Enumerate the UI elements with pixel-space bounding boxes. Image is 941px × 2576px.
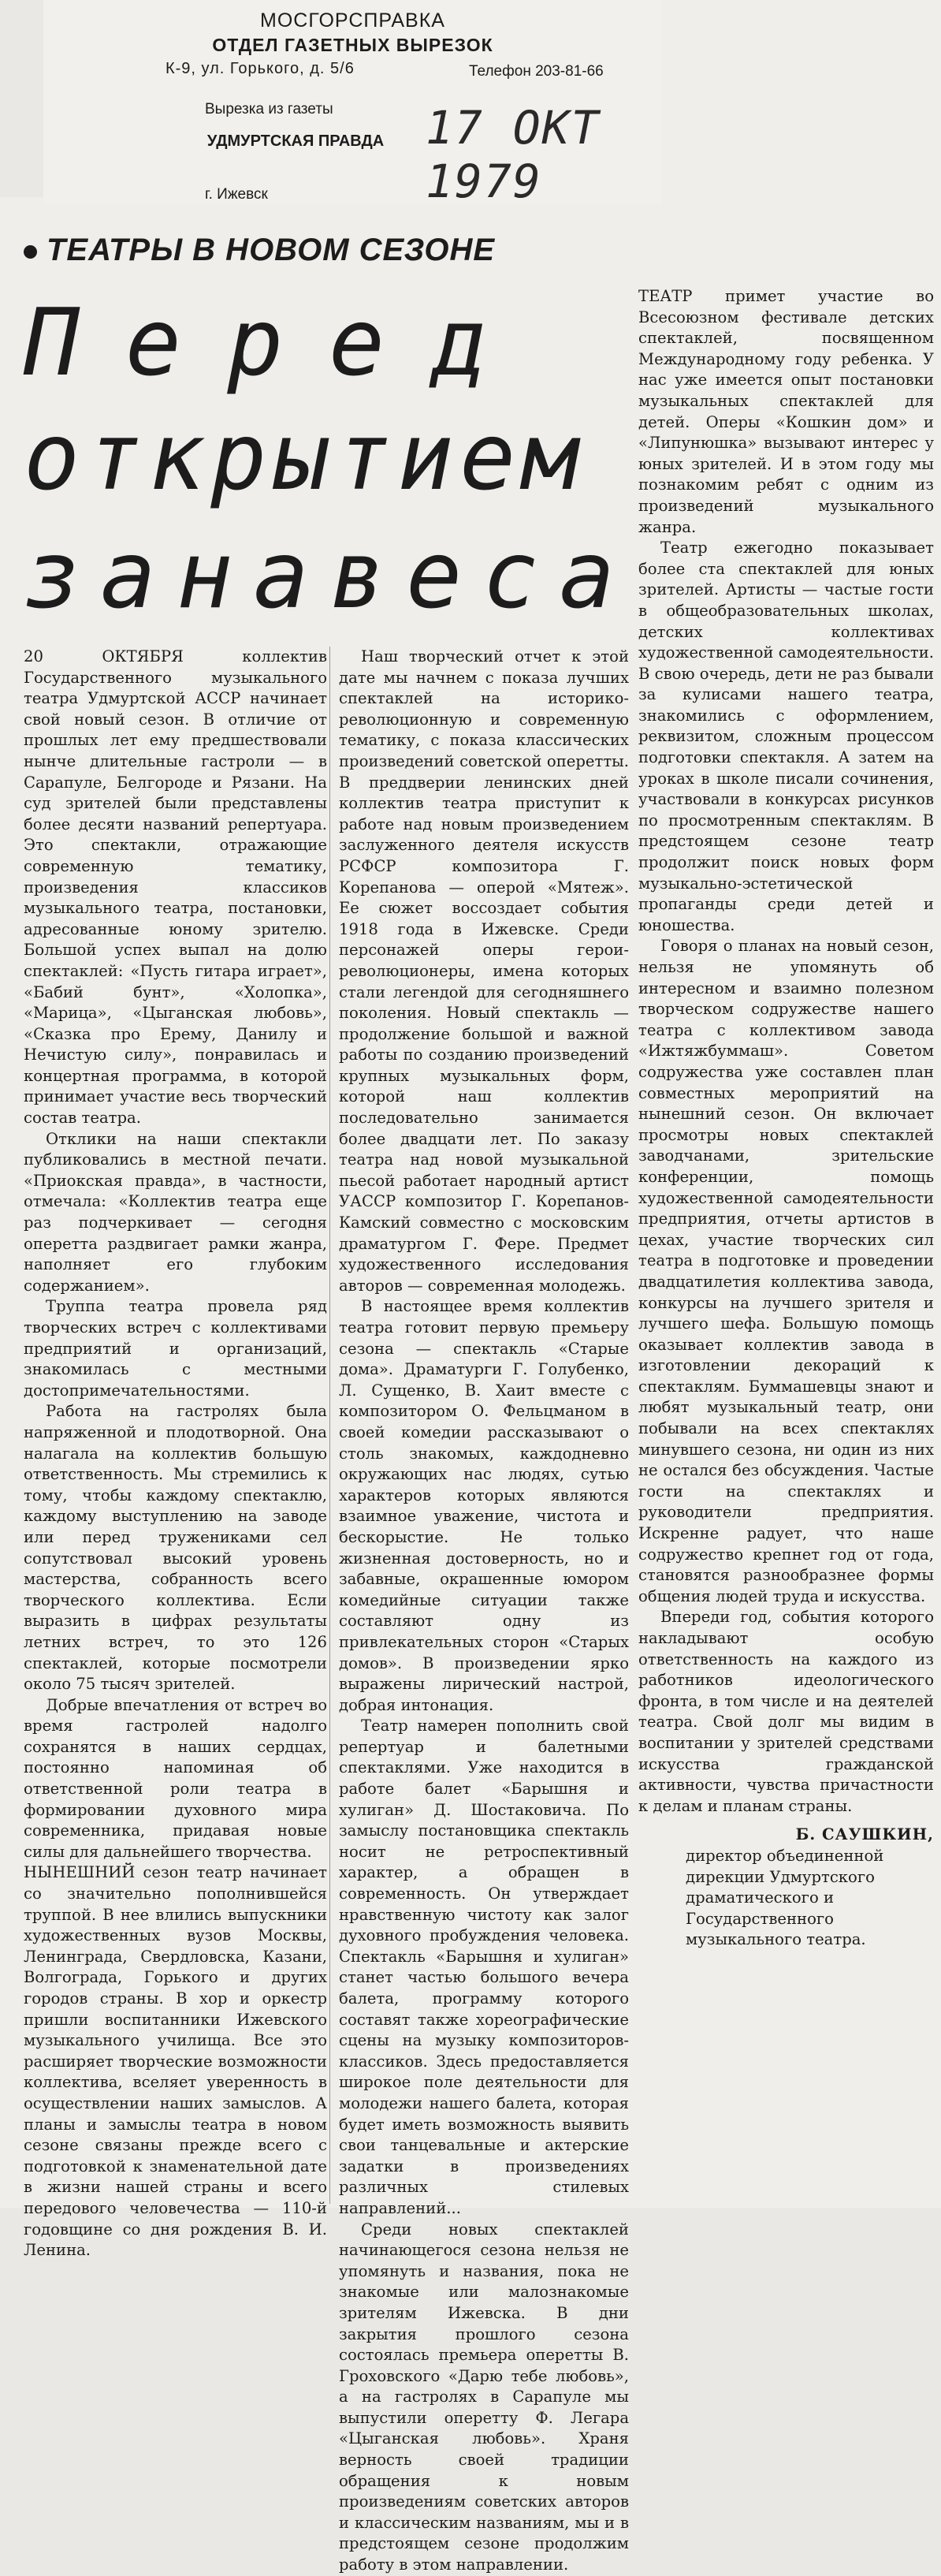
stamp-newspaper: УДМУРТСКАЯ ПРАВДА (206, 132, 385, 150)
paragraph: ТЕАТР примет участие во Всесоюзном фестивале детских спектаклей, посвященном Международному году ребенка. У нас уже имеется опыт постановки музыкальных спектаклей для детей. Оперы «Кошкин дом» и «Липунюшка» вызывают интерес у юных зрителей. И в этом году мы познакомим ребят с одним из произведений музыкального жанра. (638, 287, 934, 536)
stamp-label: Вырезка из газеты (205, 101, 333, 117)
author-title: директор объединенной дирекции Удмуртского драматического и Государственного музыкального театра. (686, 1846, 884, 1949)
paragraph: В настоящее время коллектив театра готовит первую премьеру сезона — спектакль «Старые дома». Драматурги Г. Голубенко, Л. Сущенко, В. Хаит вместе с композитором О. Фельцманом в своей комедии рассказывают о столь знакомых, каждодневно окружающих нас людях, сутью характеров которых являются взаимное уважение, чистота и бескорыстие. Не только жизненная достоверность, но и забавные, окрашенные юмором комедийные ситуации также составляют одну из привлекательных сторон «Старых домов». В произведении ярко выражены лирический настрой, добрая интонация. (339, 1297, 629, 1714)
paragraph: Говоря о планах на новый сезон, нельзя не упомянуть об интересном и взаимно полезном творческом содружестве нашего театра с коллективом завода «Ижтяжбуммаш». Советом содружества уже составлен план совместных мероприятий на нынешний сезон. Он включает просмотры новых спектаклей заводчанами, зрительские конференции, помощь художественной самодеятельности предприятия, отчеты артистов в цехах, участие творческих сил театра в подготовке и проведении двадцатилетия коллектива завода, конкурсы на лучшего зрителя и лучшего шефа. Большую помощь оказывает коллектив завода в изготовлении декораций к спектаклям. Буммашевцы знают и любят музыкальный театр, они побывали на всех спектаклях минувшего сезона, ни один из них не остался без обсуждения. Частые гости на спектаклях и руководители предприятия. Искренне радует, что наше содружество крепнет год от года, становятся разнообразнее формы общения людей труда и искусства. (638, 937, 934, 1605)
paragraph: Работа на гастролях была напряженной и плодотворной. Она налагала на коллектив большую ответственность. Мы стремились к тому, чтобы каждому спектаклю, каждому выступлению на заводе или перед тружениками сел сопутствовал высокий уровень мастерства, собранность всего творческого коллектива. Если выразить в цифрах результаты летних встреч, то это 126 спектаклей, которые посмотрели около 75 тысяч зрителей. (24, 1402, 327, 1694)
paragraph: Труппа театра провела ряд творческих встреч с коллективами предприятий и организаций, знакомилась с местными достопримечательностями. (24, 1297, 327, 1400)
rubric-text: ТЕАТРЫ В НОВОМ СЕЗОНЕ (46, 233, 496, 267)
paragraph: Среди новых спектаклей начинающегося сезона нельзя не упомянуть и названия, пока не знакомые или малознакомые зрителям Ижевска. В дни закрытия прошлого сезона состоялась премьера оперетты В. Гроховского «Дарю тебе любовь», а на гастролях в Сарапуле мы выпустили оперетту Ф. Легара «Цыганская любовь». Храня верность своей традиции обращения к новым произведениям советских авторов и классическим названиям, мы и в предстоящем сезоне продолжим работу в этом направлении. (339, 2220, 629, 2574)
stamp-city: г. Ижевск (205, 186, 268, 203)
paragraph: Добрые впечатления от встреч во время гастролей надолго сохранятся в наших сердцах, постоянно напоминая об ответственной роли театра в формировании духовного мира современника, придавая новые силы для дальнейшего творчества. (24, 1695, 327, 1861)
rubric (24, 233, 495, 268)
paragraph: Отклики на наши спектакли публиковались в местной печати. «Приокская правда», в частности, отмечала: «Коллектив театра еще раз подчеркивает — сегодня оперетта раздвигает рамки жанра, наполняет его глубоким содержанием». (24, 1129, 327, 1295)
column-divider (329, 647, 330, 2204)
stamp-address: К-9, ул. Горького, д. 5/6 (166, 60, 355, 77)
paragraph: Наш творческий отчет к этой дате мы начнем с показа лучших спектаклей на историко-революционную и современную тематику, с показа классических произведений советской оперетты. В преддверии ленинских дней коллектив театра приступит к работе над новым произведением заслуженного деятеля искусств РСФСР композитора Г. Корепанова — оперой «Мятеж». Ее сюжет воссоздает события 1918 года в Ижевске. Среди персонажей оперы герои-революционеры, имена которых стали легендой для сегодняшнего поколения. Новый спектакль — продолжение большой и важной работы по созданию произведений крупных музыкальных форм, которой наш коллектив последовательно занимается более двадцати лет. По заказу театра над новой музыкальной пьесой работает народный артист УАССР композитор Г. Корепанов-Камский совместно с московским драматургом Г. Фере. Предмет художественного исследования авторов — современная молодежь. (339, 647, 629, 1295)
article-column-3 (638, 286, 934, 1951)
paragraph: 20 ОКТЯБРЯ коллектив Государственного музыкального театра Удмуртской АССР начинает свой новый сезон. В отличие от прошлых лет ему предшествовали нынче длительные гастроли — в Сарапуле, Белгороде и Рязани. На суд зрителей были представлены более десяти названий репертуара. Это спектакли, отражающие современную тематику, произведения классиков музыкального театра, постановки, адресованные юному зрителю. Большой успех выпал на долю спектаклей: «Пусть гитара играет», «Бабий бунт», «Холопка», «Марица», «Цыганская любовь», «Сказка про Ерему, Данилу и Нечистую силу», понравилась и концертная программа, в которой принимает участие весь творческий состав театра. (24, 647, 327, 1128)
bullet-icon (24, 245, 37, 259)
paragraph: Театр ежегодно показывает более ста спектаклей для юных зрителей. Артисты — частые гости в общеобразовательных школах, детских коллективах художественной самодеятельности. В свою очередь, дети не раз бывали за кулисами нашего театра, знакомились с оформлением, реквизитом, сложным процессом подготовки спектакля. А затем на уроках в школе писали сочинения, участвовали в конкурсах рисунков по просмотренным спектаклям. В предстоящем сезоне театр продолжит поиск новых форм музыкально-эстетической пропаганды среди детей и юношества. (638, 539, 934, 934)
article-column-2 (339, 647, 629, 2576)
stamp-phone: Телефон 203-81-66 (469, 63, 604, 80)
paragraph: Впереди год, события которого накладывают особую ответственность на каждого из работников идеологического фронта, в том числе и на деятелей театра. Свой долг мы видим в воспитании у зрителей средствами искусства гражданской активности, чувства причастности к делам и планам страны. (638, 1608, 934, 1815)
stamp-department: ОТДЕЛ ГАЗЕТНЫХ ВЫРЕЗОК (212, 35, 493, 55)
paragraph: Театр намерен пополнить свой репертуар и балетными спектаклями. Уже находится в работе балет «Барышня и хулиган» Д. Шостаковича. По замыслу постановщика спектакль носит не ретроспективный характер, а обращен в современность. Он утверждает нравственную чистоту как залог духовного пробуждения человека. Спектакль «Барышня и хулиган» станет частью большого вечера балета, программу которого составят также хореографические сцены на музыку композиторов-классиков. Здесь предоставляется широкое поле деятельности для молодежи нашего балета, которая будет иметь возможность выявить свои танцевальные и актерские задатки в произведениях различных стилевых направлений... (339, 1717, 629, 2217)
stamp-date: 17 ОКТ 1979 (426, 101, 601, 208)
headline-line-3: занавеса (24, 520, 636, 629)
author-signature: Б. САУШКИН, (795, 1825, 934, 1844)
headline-line-1: Перед (24, 288, 533, 397)
clipping-service-stamp (43, 0, 662, 208)
paragraph: НЫНЕШНИЙ сезон театр начинает со значительно пополнившейся труппой. В нее влились выпускники художественных вузов Москвы, Ленинграда, Свердловска, Казани, Волгограда, Горького и других городов страны. В хор и оркестр пришли воспитанники Ижевского музыкального училища. Все это расширяет творческие возможности коллектива, вселяет уверенность в осуществлении наших замыслов. А планы и замыслы театра в новом сезоне связаны прежде всего с подготовкой к знаменательной дате в жизни нашей страны и всего передового человечества — 110-й годовщине со дня рождения В. И. Ленина. (24, 1863, 327, 2260)
stamp-organization: МОСГОРСПРАВКА (260, 9, 445, 32)
article-column-1 (24, 647, 327, 2261)
clipping-top-right (630, 0, 941, 268)
headline-line-2: открытием (24, 402, 585, 511)
